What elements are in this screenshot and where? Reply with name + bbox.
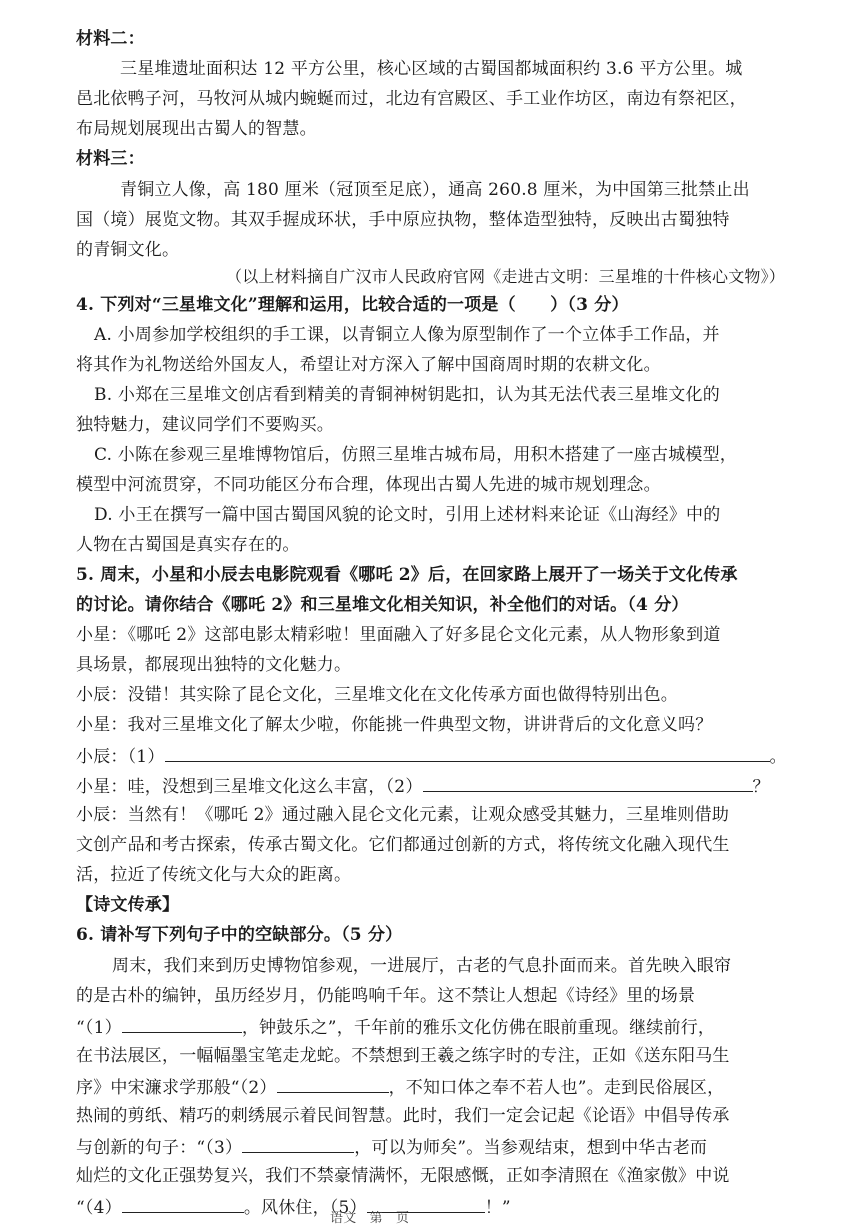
- passage-text: “（1）: [76, 1018, 122, 1038]
- answer-blank-poem-2[interactable]: [277, 1074, 389, 1093]
- passage-line: 的是古朴的编钟，虽历经岁月，仍能鸣响千年。这不禁让人想起《诗经》里的场景: [76, 986, 696, 1006]
- answer-blank-1[interactable]: [165, 743, 770, 762]
- material-3-line: 青铜立人像，高 180 厘米（冠顶至足底），通高 260.8 厘米，为中国第三批禁止出: [120, 180, 750, 200]
- answer-blank-poem-3[interactable]: [242, 1134, 354, 1153]
- option-b: B. 小郑在三星堆文创店看到精美的青铜神树钥匙扣，认为其无法代表三星堆文化的: [94, 385, 720, 405]
- passage-text: 与创新的句子：“（3）: [76, 1138, 243, 1158]
- passage-text: 序》中宋濂求学那般“（2）: [76, 1078, 277, 1098]
- section-heading: 【诗文传承】: [76, 895, 180, 915]
- passage-text: ！”: [484, 1198, 511, 1218]
- dialogue-speaker: 小辰：（1）: [76, 747, 165, 767]
- answer-blank-poem-4[interactable]: [122, 1194, 244, 1213]
- passage-text: ，可以为师矣”。当参观结束，想到中华古老而: [354, 1138, 708, 1158]
- passage-text: ，钟鼓乐之”，千年前的雅乐文化仿佛在眼前重现。继续前行，: [241, 1018, 716, 1038]
- question-5-stem: 5. 周末，小星和小辰去电影院观看《哪吒 2》后，在回家路上展开了一场关于文化传承: [76, 565, 738, 585]
- dialogue-line: 小辰：当然有！《哪吒 2》通过融入昆仑文化元素，让观众感受其魅力，三星堆则借助: [76, 805, 730, 825]
- material-3-heading: 材料三：: [76, 149, 145, 169]
- material-source: （以上材料摘自广汉市人民政府官网《走进古文明：三星堆的十件核心文物》）: [226, 267, 786, 286]
- material-2-heading: 材料二：: [76, 29, 145, 49]
- option-a: A. 小周参加学校组织的手工课，以青铜立人像为原型制作了一个立体手工作品，并: [94, 325, 720, 345]
- option-c: C. 小陈在参观三星堆博物馆后，仿照三星堆古城布局，用积木搭建了一座古城模型，: [94, 445, 738, 465]
- dialogue-line: 小星：我对三星堆文化了解太少啦，你能挑一件典型文物，讲讲背后的文化意义吗？: [76, 715, 713, 735]
- material-3-line: 国（境）展览文物。其双手握成环状，手中原应执物，整体造型独特，反映出古蜀独特: [76, 210, 730, 230]
- dialogue-line: 小星：《哪吒 2》这部电影太精彩啦！里面融入了好多昆仑文化元素，从人物形象到道: [76, 625, 721, 645]
- option-d: D. 小王在撰写一篇中国古蜀国风貌的论文时，引用上述材料来论证《山海经》中的: [94, 505, 721, 525]
- option-a-cont: 将其作为礼物送给外国友人，希望让对方深入了解中国商周时期的农耕文化。: [76, 355, 661, 375]
- passage-text: “（4）: [76, 1198, 122, 1218]
- passage-line: 在书法展区，一幅幅墨宝笔走龙蛇。不禁想到王羲之练字时的专注，正如《送东阳马生: [76, 1046, 730, 1066]
- dialogue-blank-1-line: [76, 743, 787, 769]
- passage-text: ，不知口体之奉不若人也”。走到民俗展区，: [388, 1078, 725, 1098]
- passage-blank-line: [76, 1194, 511, 1220]
- dialogue-line: 文创产品和考古探索，传承古蜀文化。它们都通过创新的方式，将传统文化融入现代生: [76, 835, 730, 855]
- passage-blank-line: [76, 1074, 724, 1100]
- passage-text: 。风休住，（5）: [243, 1198, 367, 1218]
- passage-line: 热闹的剪纸、精巧的刺绣展示着民间智慧。此时，我们一定会记起《论语》中倡导传承: [76, 1106, 730, 1126]
- passage-blank-line: [76, 1134, 707, 1160]
- dialogue-line: 小辰：没错！其实除了昆仑文化，三星堆文化在文化传承方面也做得特别出色。: [76, 685, 678, 705]
- question-5-stem-cont: 的讨论。请你结合《哪吒 2》和三星堆文化相关知识，补全他们的对话。（4 分）: [76, 595, 689, 615]
- dialogue-blank-2-line: [76, 773, 770, 799]
- dialogue-line: 具场景，都展现出独特的文化魅力。: [76, 655, 352, 675]
- material-2-line: 邑北依鸭子河，马牧河从城内蜿蜒而过，北边有宫殿区、手工业作坊区，南边有祭祀区，: [76, 89, 747, 109]
- passage-blank-line: [76, 1014, 715, 1040]
- answer-blank-2[interactable]: [423, 773, 753, 792]
- passage-line: 灿烂的文化正强势复兴，我们不禁豪情满怀，无限感慨，正如李清照在《渔家傲》中说: [76, 1166, 730, 1186]
- page-footer: 语文 第 页: [330, 1211, 410, 1226]
- material-2-line: 三星堆遗址面积达 12 平方公里，核心区域的古蜀国都城面积约 3.6 平方公里。城: [120, 59, 743, 79]
- dialogue-end: 。: [769, 747, 787, 767]
- option-b-cont: 独特魅力，建议同学们不要购买。: [76, 415, 334, 435]
- answer-blank-poem-1[interactable]: [122, 1014, 242, 1033]
- material-2-line: 布局规划展现出古蜀人的智慧。: [76, 119, 317, 139]
- option-d-cont: 人物在古蜀国是真实存在的。: [76, 535, 300, 555]
- option-c-cont: 模型中河流贯穿，不同功能区分布合理，体现出古蜀人先进的城市规划理念。: [76, 475, 661, 495]
- question-4-stem: 4. 下列对“三星堆文化”理解和运用，比较合适的一项是（ ）（3 分）: [76, 295, 629, 315]
- passage-line: 周末，我们来到历史博物馆参观，一进展厅，古老的气息扑面而来。首先映入眼帘: [112, 956, 732, 976]
- dialogue-speaker: 小星：哇，没想到三星堆文化这么丰富，（2）: [76, 777, 423, 797]
- material-3-line: 的青铜文化。: [76, 240, 180, 260]
- question-6-stem: 6. 请补写下列句子中的空缺部分。（5 分）: [76, 925, 403, 945]
- dialogue-end: ？: [752, 777, 770, 797]
- dialogue-line: 活，拉近了传统文化与大众的距离。: [76, 865, 352, 885]
